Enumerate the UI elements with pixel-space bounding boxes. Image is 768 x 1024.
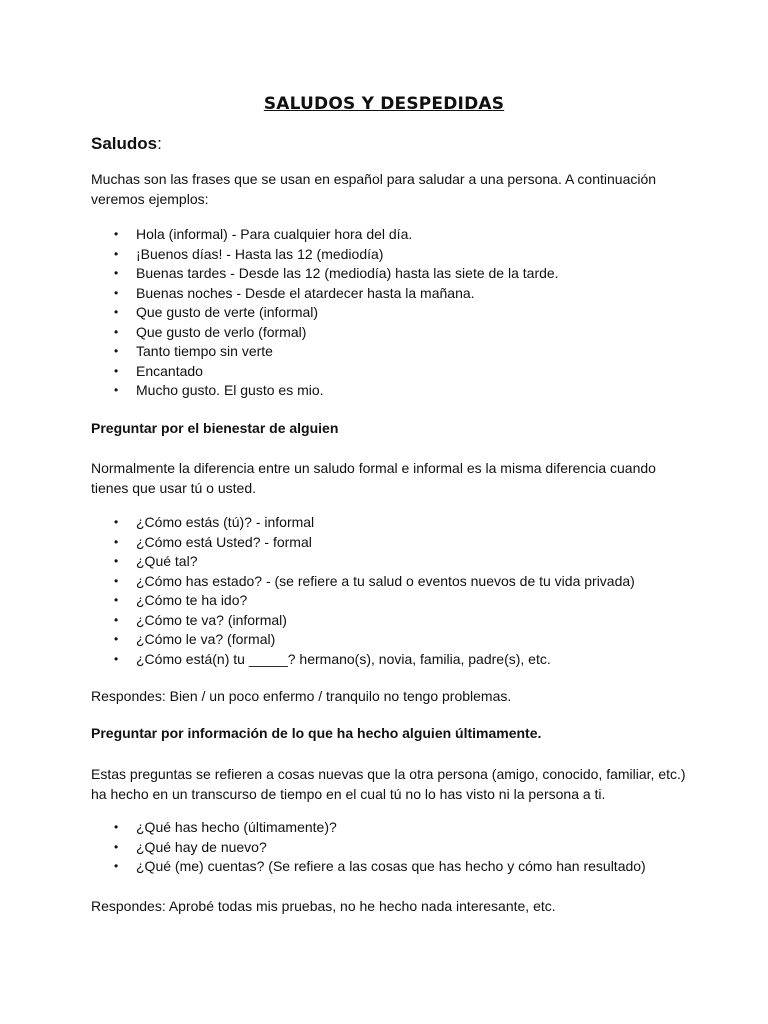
list-item: • Que gusto de verte (informal) — [91, 303, 691, 323]
section-heading-colon: : — [157, 134, 162, 153]
list-item: • Buenas tardes - Desde las 12 (mediodía) hasta las siete de la tarde. — [91, 264, 691, 284]
informacion-intro-line-1: Estas preguntas se refieren a cosas nuevas que la otra persona (amigo, conocido, familiar, etc.) — [91, 766, 686, 782]
list-item: • ¿Qué has hecho (últimamente)? — [91, 818, 691, 838]
list-item: • ¡Buenos días! - Hasta las 12 (mediodía) — [91, 245, 691, 265]
bienestar-response: Respondes: Bien / un poco enfermo / tranquilo no tengo problemas. — [91, 688, 512, 704]
list-item: • ¿Cómo está(n) tu _____? hermano(s), novia, familia, padre(s), etc. — [91, 650, 691, 670]
informacion-intro-line-2: ha hecho en un transcurso de tiempo en el cual tú no lo has visto ni la persona a ti. — [91, 786, 606, 802]
list-item: • Hola (informal) - Para cualquier hora del día. — [91, 225, 691, 245]
list-item: • ¿Cómo le va? (formal) — [91, 630, 691, 650]
page-title: SALUDOS Y DESPEDIDAS — [263, 94, 505, 114]
list-item: • ¿Cómo estás (tú)? - informal — [91, 513, 691, 533]
section-heading-text: Saludos — [91, 134, 158, 153]
informacion-intro — [91, 764, 691, 804]
saludos-list — [91, 225, 691, 401]
bienestar-intro — [91, 458, 691, 498]
list-item: • Que gusto de verlo (formal) — [91, 323, 691, 343]
informacion-response: Respondes: Aprobé todas mis pruebas, no he hecho nada interesante, etc. — [91, 898, 556, 914]
list-item: • Mucho gusto. El gusto es mio. — [91, 381, 691, 401]
list-item: • Buenas noches - Desde el atardecer hasta la mañana. — [91, 284, 691, 304]
saludos-intro-line-2: veremos ejemplos: — [91, 191, 209, 207]
informacion-list — [91, 818, 691, 877]
list-item: • Tanto tiempo sin verte — [91, 342, 691, 362]
section-heading-informacion: Preguntar por información de lo que ha hecho alguien últimamente. — [91, 725, 542, 741]
list-item: • Encantado — [91, 362, 691, 382]
bienestar-intro-line-1: Normalmente la diferencia entre un saludo formal e informal es la misma diferencia cuando — [91, 460, 656, 476]
list-item: • ¿Cómo te ha ido? — [91, 591, 691, 611]
saludos-intro-line-1: Muchas son las frases que se usan en español para saludar a una persona. A continuación — [91, 171, 657, 187]
saludos-intro — [91, 169, 691, 209]
list-item: • ¿Qué hay de nuevo? — [91, 838, 691, 858]
section-heading-saludos — [91, 134, 691, 154]
list-item: • ¿Qué tal? — [91, 552, 691, 572]
list-item: • ¿Qué (me) cuentas? (Se refiere a las cosas que has hecho y cómo han resultado) — [91, 857, 691, 877]
list-item: • ¿Cómo está Usted? - formal — [91, 533, 691, 553]
list-item: • ¿Cómo te va? (informal) — [91, 611, 691, 631]
bienestar-list — [91, 513, 691, 669]
list-item: • ¿Cómo has estado? - (se refiere a tu salud o eventos nuevos de tu vida privada) — [91, 572, 691, 592]
section-heading-bienestar: Preguntar por el bienestar de alguien — [91, 420, 339, 436]
bienestar-intro-line-2: tienes que usar tú o usted. — [91, 480, 256, 496]
